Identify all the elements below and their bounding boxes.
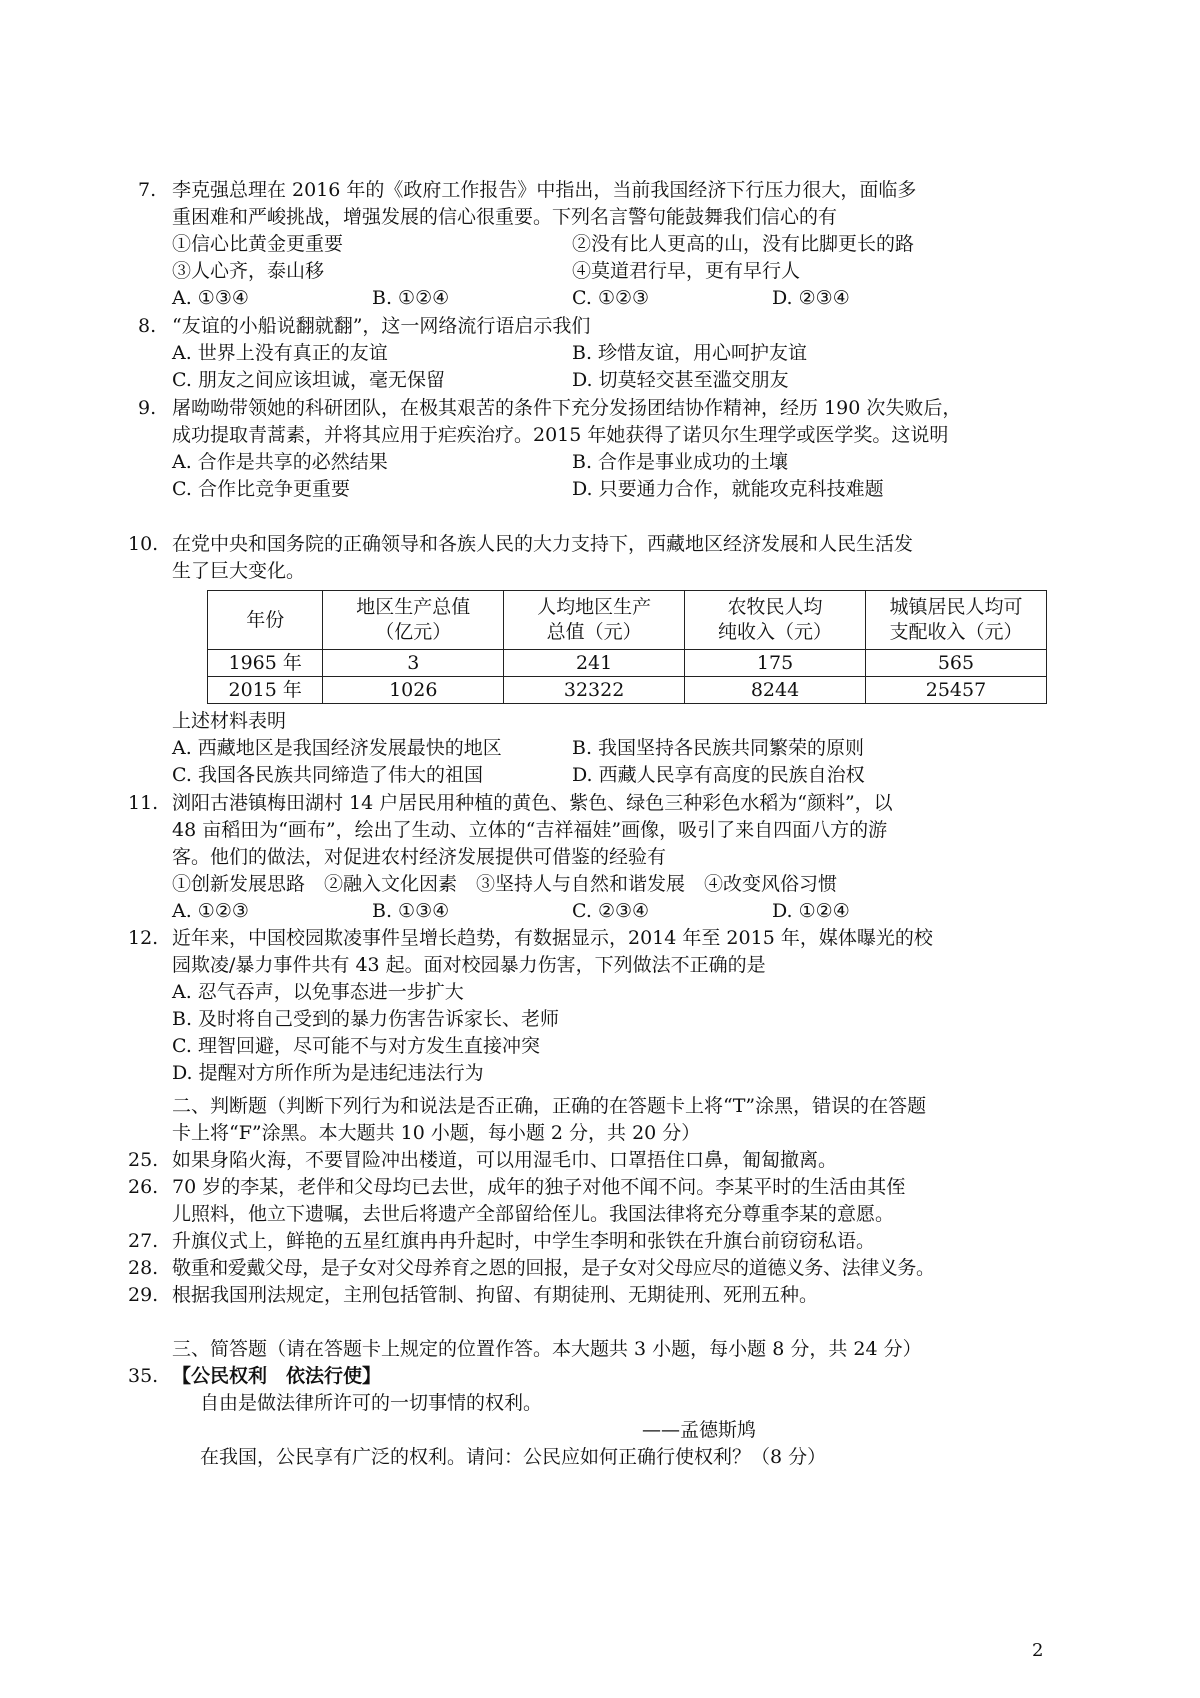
statement-item: ②没有比人更高的山，没有比脚更长的路 — [572, 233, 915, 255]
table-cell: 25457 — [865, 677, 1046, 704]
header-text: 总值（元） — [546, 621, 642, 643]
option-b: B. 合作是事业成功的土壤 — [572, 451, 789, 473]
header-text: 农牧民人均 — [727, 596, 823, 618]
question-25 — [128, 1147, 1052, 1174]
question-title: 【公民权利 依法行使】 — [172, 1365, 382, 1387]
statement-item: ①信心比黄金更重要 — [172, 233, 344, 255]
question-number: 28. — [128, 1257, 159, 1279]
option-a: A. ①②③ — [172, 900, 249, 922]
options-row — [172, 762, 1052, 789]
question-27 — [128, 1228, 1052, 1255]
option-b: B. 我国坚持各民族共同繁荣的原则 — [572, 737, 865, 759]
statement-items: ①创新发展思路 ②融入文化因素 ③坚持人与自然和谐发展 ④改变风俗习惯 — [172, 873, 838, 895]
table-cell: 565 — [865, 650, 1046, 677]
question-text: 屠呦呦带领她的科研团队，在极其艰苦的条件下充分发扬团结协作精神，经历 190 次失败后， — [172, 397, 962, 419]
table-cell: 2015 年 — [208, 677, 323, 704]
question-26 — [128, 1174, 1052, 1228]
question-number: 26. — [128, 1176, 159, 1198]
option-d: D. ②③④ — [772, 287, 850, 309]
question-29 — [128, 1282, 1052, 1309]
question-text: 生了巨大变化。 — [172, 560, 306, 582]
option-c: C. 我国各民族共同缔造了伟大的祖国 — [172, 764, 483, 786]
question-28 — [128, 1255, 1052, 1282]
question-text: “友谊的小船说翻就翻”，这一网络流行语启示我们 — [172, 315, 591, 337]
question-text: 李克强总理在 2016 年的《政府工作报告》中指出，当前我国经济下行压力很大，面临多 — [172, 179, 917, 201]
option-c: C. ②③④ — [572, 900, 650, 922]
options-row — [172, 285, 1052, 312]
statement-item: ④莫道君行早，更有早行人 — [572, 260, 801, 282]
question-number: 7. — [138, 179, 157, 201]
question-text: 成功提取青蒿素，并将其应用于疟疾治疗。2015 年她获得了诺贝尔生理学或医学奖。这说明 — [172, 424, 949, 446]
question-text: 重困难和严峻挑战，增强发展的信心很重要。下列名言警句能鼓舞我们信心的有 — [172, 206, 838, 228]
option-b: B. ①③④ — [372, 900, 450, 922]
table-cell: 8244 — [685, 677, 866, 704]
table-row — [208, 677, 1047, 704]
question-text: 在我国，公民享有广泛的权利。请问：公民应如何正确行使权利？（8 分） — [200, 1446, 827, 1468]
option-b: B. 及时将自己受到的暴力伤害告诉家长、老师 — [172, 1008, 560, 1030]
question-text: 上述材料表明 — [172, 710, 287, 732]
statement-item: ③人心齐，泰山移 — [172, 260, 325, 282]
question-text: 70 岁的李某，老伴和父母均已去世，成年的独子对他不闻不问。李某平时的生活由其侄 — [172, 1176, 906, 1198]
header-text: 年份 — [246, 608, 285, 631]
question-number: 10. — [128, 533, 159, 555]
question-text: 如果身陷火海，不要冒险冲出楼道，可以用湿毛巾、口罩捂住口鼻，匍匐撤离。 — [172, 1149, 838, 1171]
question-number: 12. — [128, 927, 159, 949]
question-12 — [128, 925, 1052, 1087]
options-row — [172, 476, 1052, 503]
header-text: 地区生产总值 — [356, 596, 471, 618]
table-row — [208, 650, 1047, 677]
option-d: D. 只要通力合作，就能攻克科技难题 — [572, 478, 884, 500]
question-text: 敬重和爱戴父母，是子女对父母养育之恩的回报，是子女对父母应尽的道德义务、法律义务。 — [172, 1257, 935, 1279]
question-text: 客。他们的做法，对促进农村经济发展提供可借鉴的经验有 — [172, 846, 667, 868]
option-c: C. ①②③ — [572, 287, 650, 309]
table-header-row — [208, 591, 1047, 650]
option-a: A. 世界上没有真正的友谊 — [172, 342, 388, 364]
table-header-cell — [685, 591, 866, 650]
question-10 — [128, 531, 1052, 585]
table-cell: 1965 年 — [208, 650, 323, 677]
table-header-cell — [208, 591, 323, 650]
question-text: 48 亩稻田为“画布”，绘出了生动、立体的“吉祥福娃”画像，吸引了来自四面八方的游 — [172, 819, 888, 841]
header-text: 纯收入（元） — [718, 621, 833, 643]
question-text: 在党中央和国务院的正确领导和各族人民的大力支持下，西藏地区经济发展和人民生活发 — [172, 533, 914, 555]
option-c: C. 合作比竞争更重要 — [172, 478, 350, 500]
section-heading: 二、判断题（判断下列行为和说法是否正确，正确的在答题卡上将“T”涂黑，错误的在答题 — [172, 1095, 927, 1117]
question-text: 升旗仪式上，鲜艳的五星红旗冉冉升起时，中学生李明和张铁在升旗台前窃窃私语。 — [172, 1230, 876, 1252]
question-8 — [138, 313, 1052, 394]
table-header-cell — [323, 591, 504, 650]
question-number: 35. — [128, 1365, 159, 1387]
question-text: 近年来，中国校园欺凌事件呈增长趋势，有数据显示，2014 年至 2015 年，媒体曝光的校 — [172, 927, 933, 949]
option-d: D. ①②④ — [772, 900, 850, 922]
option-c: C. 朋友之间应该坦诚，毫无保留 — [172, 369, 445, 391]
options-row — [172, 735, 1052, 762]
option-a: A. 西藏地区是我国经济发展最快的地区 — [172, 737, 502, 759]
table-cell: 175 — [685, 650, 866, 677]
options-row — [172, 898, 1052, 925]
question-35 — [128, 1363, 1052, 1471]
section-heading: 卡上将“F”涂黑。本大题共 10 小题，每小题 2 分，共 20 分） — [172, 1122, 701, 1144]
statement-row — [172, 231, 1052, 258]
option-a: A. ①③④ — [172, 287, 249, 309]
quote-text: 自由是做法律所许可的一切事情的权利。 — [200, 1392, 543, 1414]
question-number: 11. — [128, 792, 159, 814]
question-7 — [138, 177, 1052, 312]
header-text: 支配收入（元） — [889, 621, 1023, 643]
table-header-cell — [865, 591, 1046, 650]
question-9 — [138, 395, 1052, 503]
table-cell: 241 — [504, 650, 685, 677]
section-heading: 三、简答题（请在答题卡上规定的位置作答。本大题共 3 小题，每小题 8 分，共 24 分） — [172, 1338, 922, 1360]
section-true-false — [172, 1093, 1052, 1147]
table-cell: 3 — [323, 650, 504, 677]
header-text: （亿元） — [375, 621, 452, 643]
option-d: D. 西藏人民享有高度的民族自治权 — [572, 764, 865, 786]
table-cell: 32322 — [504, 677, 685, 704]
question-text: 园欺凌/暴力事件共有 43 起。面对校园暴力伤害，下列做法不正确的是 — [172, 954, 766, 976]
question-text: 根据我国刑法规定，主刑包括管制、拘留、有期徒刑、无期徒刑、死刑五种。 — [172, 1284, 819, 1306]
section-short-answer — [172, 1336, 1052, 1363]
question-11 — [128, 790, 1052, 925]
option-b: B. ①②④ — [372, 287, 450, 309]
question-number: 8. — [138, 315, 157, 337]
options-row — [172, 340, 1052, 367]
options-row — [172, 449, 1052, 476]
statement-row — [172, 258, 1052, 285]
question-number: 27. — [128, 1230, 159, 1252]
option-a: A. 忍气吞声，以免事态进一步扩大 — [172, 981, 464, 1003]
header-text: 城镇居民人均可 — [889, 596, 1023, 618]
question-number: 29. — [128, 1284, 159, 1306]
question-number: 25. — [128, 1149, 159, 1171]
option-c: C. 理智回避，尽可能不与对方发生直接冲突 — [172, 1035, 540, 1057]
question-10-options — [172, 708, 1052, 789]
header-text: 人均地区生产 — [537, 596, 652, 618]
tibet-data-table — [207, 590, 1047, 704]
table-cell: 1026 — [323, 677, 504, 704]
table-header-cell — [504, 591, 685, 650]
question-text: 儿照料，他立下遗嘱，去世后将遗产全部留给侄儿。我国法律将充分尊重李某的意愿。 — [172, 1203, 895, 1225]
option-a: A. 合作是共享的必然结果 — [172, 451, 388, 473]
option-d: D. 提醒对方所作所为是违纪违法行为 — [172, 1062, 484, 1084]
question-number: 9. — [138, 397, 157, 419]
quote-author: ——孟德斯鸠 — [642, 1419, 757, 1441]
option-b: B. 珍惜友谊，用心呵护友谊 — [572, 342, 808, 364]
options-row — [172, 367, 1052, 394]
page-number: 2 — [1032, 1640, 1044, 1661]
option-d: D. 切莫轻交甚至滥交朋友 — [572, 369, 789, 391]
question-text: 浏阳古港镇梅田湖村 14 户居民用种植的黄色、紫色、绿色三种彩色水稻为“颜料”，以 — [172, 792, 893, 814]
